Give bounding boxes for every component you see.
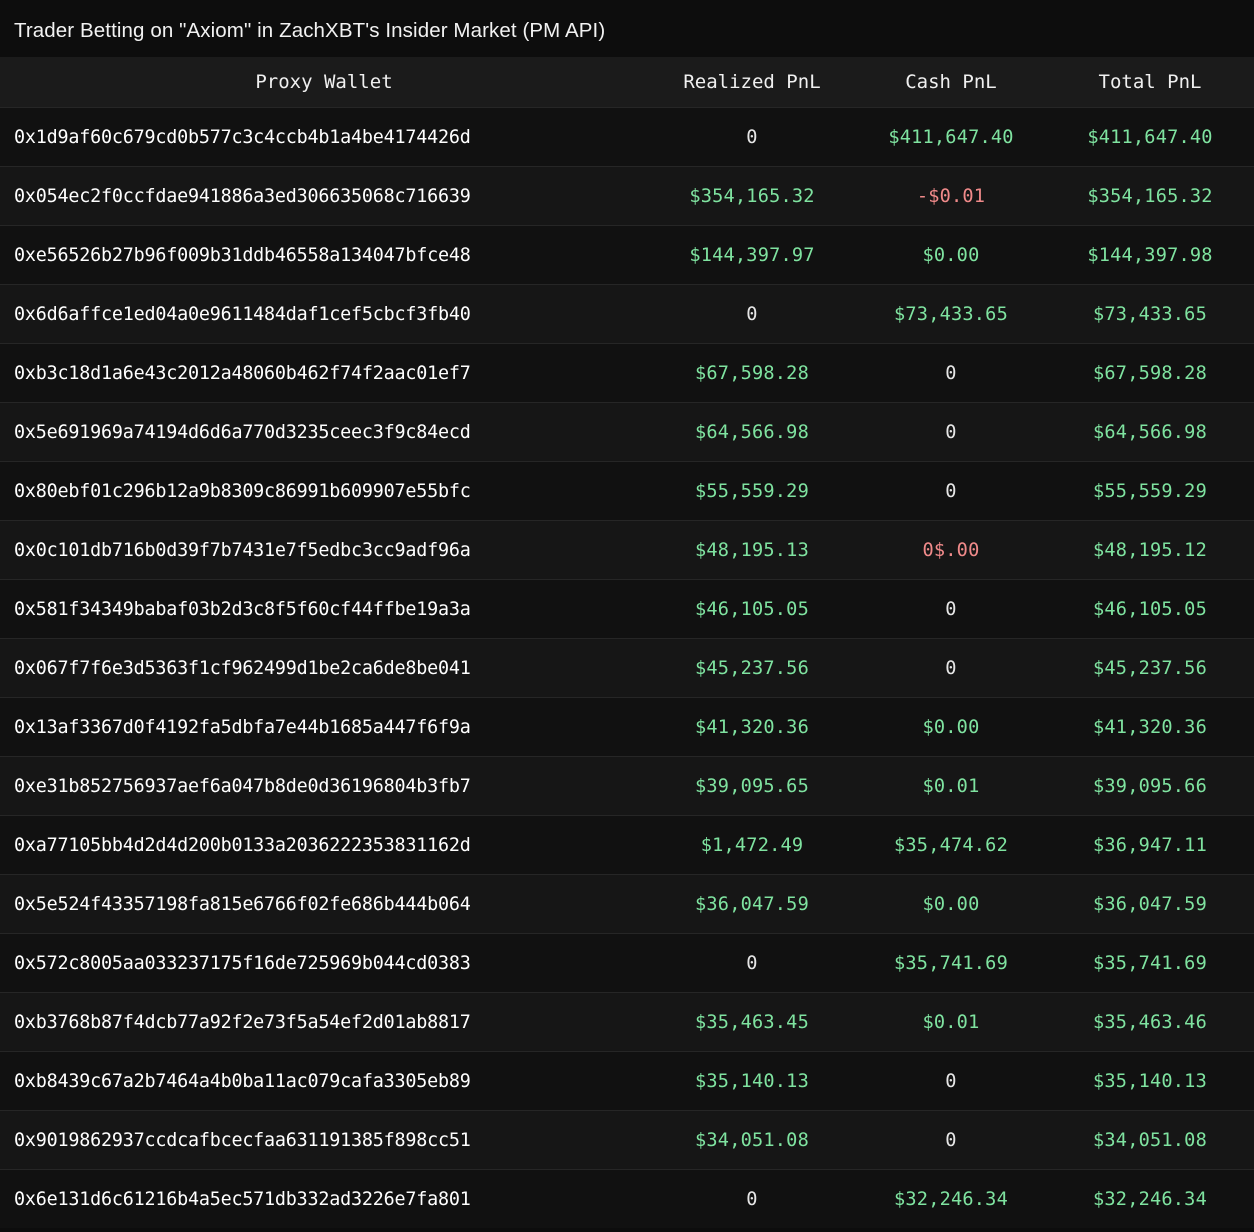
cell-cash-pnl: $411,647.40 bbox=[856, 108, 1046, 167]
cell-proxy-wallet: 0x9019862937ccdcafbcecfaa631191385f898cc51 bbox=[0, 1111, 648, 1170]
cell-total-pnl: $144,397.98 bbox=[1046, 226, 1254, 285]
cell-total-pnl: $354,165.32 bbox=[1046, 167, 1254, 226]
cell-total-pnl: $36,047.59 bbox=[1046, 875, 1254, 934]
cell-proxy-wallet: 0xe31b852756937aef6a047b8de0d36196804b3fb7 bbox=[0, 757, 648, 816]
cell-total-pnl: $39,095.66 bbox=[1046, 757, 1254, 816]
cell-proxy-wallet: 0x6e131d6c61216b4a5ec571db332ad3226e7fa801 bbox=[0, 1170, 648, 1229]
cell-total-pnl: $64,566.98 bbox=[1046, 403, 1254, 462]
cell-cash-pnl: $0.01 bbox=[856, 993, 1046, 1052]
cell-realized-pnl: $46,105.05 bbox=[648, 580, 856, 639]
cell-proxy-wallet: 0xb3c18d1a6e43c2012a48060b462f74f2aac01ef7 bbox=[0, 344, 648, 403]
cell-cash-pnl: 0 bbox=[856, 1111, 1046, 1170]
cell-realized-pnl: $1,472.49 bbox=[648, 816, 856, 875]
cell-realized-pnl: $144,397.97 bbox=[648, 226, 856, 285]
column-header-cash-pnl: Cash PnL bbox=[856, 57, 1046, 108]
cell-realized-pnl: $55,559.29 bbox=[648, 462, 856, 521]
table-row bbox=[0, 521, 1254, 580]
table-row bbox=[0, 1052, 1254, 1111]
pnl-table bbox=[0, 57, 1254, 1228]
table-header-row bbox=[0, 57, 1254, 108]
table-row bbox=[0, 226, 1254, 285]
cell-proxy-wallet: 0x1d9af60c679cd0b577c3c4ccb4b1a4be4174426d bbox=[0, 108, 648, 167]
cell-cash-pnl: 0 bbox=[856, 403, 1046, 462]
cell-total-pnl: $35,140.13 bbox=[1046, 1052, 1254, 1111]
table-row bbox=[0, 757, 1254, 816]
cell-cash-pnl: 0 bbox=[856, 1052, 1046, 1111]
cell-total-pnl: $411,647.40 bbox=[1046, 108, 1254, 167]
table-body bbox=[0, 108, 1254, 1229]
table-row bbox=[0, 1111, 1254, 1170]
table-row bbox=[0, 1170, 1254, 1229]
cell-proxy-wallet: 0x572c8005aa033237175f16de725969b044cd0383 bbox=[0, 934, 648, 993]
cell-cash-pnl: $35,474.62 bbox=[856, 816, 1046, 875]
table-row bbox=[0, 167, 1254, 226]
cell-cash-pnl: $32,246.34 bbox=[856, 1170, 1046, 1229]
cell-total-pnl: $36,947.11 bbox=[1046, 816, 1254, 875]
cell-realized-pnl: 0 bbox=[648, 108, 856, 167]
cell-cash-pnl: $0.00 bbox=[856, 875, 1046, 934]
cell-total-pnl: $35,741.69 bbox=[1046, 934, 1254, 993]
cell-total-pnl: $73,433.65 bbox=[1046, 285, 1254, 344]
cell-realized-pnl: $36,047.59 bbox=[648, 875, 856, 934]
cell-cash-pnl: 0 bbox=[856, 462, 1046, 521]
cell-proxy-wallet: 0xa77105bb4d2d4d200b0133a2036222353831162d bbox=[0, 816, 648, 875]
cell-proxy-wallet: 0x13af3367d0f4192fa5dbfa7e44b1685a447f6f9a bbox=[0, 698, 648, 757]
cell-realized-pnl: $39,095.65 bbox=[648, 757, 856, 816]
cell-total-pnl: $32,246.34 bbox=[1046, 1170, 1254, 1229]
table-row bbox=[0, 285, 1254, 344]
table-row bbox=[0, 403, 1254, 462]
cell-cash-pnl: 0 bbox=[856, 580, 1046, 639]
cell-proxy-wallet: 0x6d6affce1ed04a0e9611484daf1cef5cbcf3fb40 bbox=[0, 285, 648, 344]
cell-proxy-wallet: 0x5e524f43357198fa815e6766f02fe686b444b064 bbox=[0, 875, 648, 934]
cell-total-pnl: $35,463.46 bbox=[1046, 993, 1254, 1052]
cell-realized-pnl: $48,195.13 bbox=[648, 521, 856, 580]
table-row bbox=[0, 934, 1254, 993]
column-header-total-pnl: Total PnL bbox=[1046, 57, 1254, 108]
cell-realized-pnl: $41,320.36 bbox=[648, 698, 856, 757]
cell-proxy-wallet: 0xe56526b27b96f009b31ddb46558a134047bfce48 bbox=[0, 226, 648, 285]
table-header bbox=[0, 57, 1254, 108]
cell-cash-pnl: $0.00 bbox=[856, 698, 1046, 757]
table-row bbox=[0, 580, 1254, 639]
cell-cash-pnl: 0 bbox=[856, 344, 1046, 403]
table-row bbox=[0, 639, 1254, 698]
page-title: Trader Betting on "Axiom" in ZachXBT's Insider Market (PM API) bbox=[14, 19, 606, 42]
cell-realized-pnl: 0 bbox=[648, 1170, 856, 1229]
cell-realized-pnl: $34,051.08 bbox=[648, 1111, 856, 1170]
cell-proxy-wallet: 0x067f7f6e3d5363f1cf962499d1be2ca6de8be041 bbox=[0, 639, 648, 698]
cell-total-pnl: $55,559.29 bbox=[1046, 462, 1254, 521]
table-row bbox=[0, 698, 1254, 757]
cell-proxy-wallet: 0x581f34349babaf03b2d3c8f5f60cf44ffbe19a3a bbox=[0, 580, 648, 639]
cell-cash-pnl: -$0.01 bbox=[856, 167, 1046, 226]
cell-realized-pnl: $35,140.13 bbox=[648, 1052, 856, 1111]
cell-realized-pnl: 0 bbox=[648, 285, 856, 344]
cell-cash-pnl: $35,741.69 bbox=[856, 934, 1046, 993]
cell-realized-pnl: $64,566.98 bbox=[648, 403, 856, 462]
cell-cash-pnl: $73,433.65 bbox=[856, 285, 1046, 344]
cell-total-pnl: $41,320.36 bbox=[1046, 698, 1254, 757]
cell-total-pnl: $67,598.28 bbox=[1046, 344, 1254, 403]
cell-total-pnl: $34,051.08 bbox=[1046, 1111, 1254, 1170]
cell-cash-pnl: 0$.00 bbox=[856, 521, 1046, 580]
table-row bbox=[0, 993, 1254, 1052]
table-row bbox=[0, 344, 1254, 403]
table-row bbox=[0, 816, 1254, 875]
column-header-realized-pnl: Realized PnL bbox=[648, 57, 856, 108]
cell-proxy-wallet: 0x80ebf01c296b12a9b8309c86991b609907e55bfc bbox=[0, 462, 648, 521]
cell-realized-pnl: $45,237.56 bbox=[648, 639, 856, 698]
cell-proxy-wallet: 0xb3768b87f4dcb77a92f2e73f5a54ef2d01ab8817 bbox=[0, 993, 648, 1052]
cell-realized-pnl: $354,165.32 bbox=[648, 167, 856, 226]
table-row bbox=[0, 462, 1254, 521]
cell-realized-pnl: 0 bbox=[648, 934, 856, 993]
cell-cash-pnl: $0.00 bbox=[856, 226, 1046, 285]
cell-total-pnl: $46,105.05 bbox=[1046, 580, 1254, 639]
cell-realized-pnl: $35,463.45 bbox=[648, 993, 856, 1052]
column-header-proxy-wallet: Proxy Wallet bbox=[0, 57, 648, 108]
cell-cash-pnl: 0 bbox=[856, 639, 1046, 698]
table-row bbox=[0, 875, 1254, 934]
cell-cash-pnl: $0.01 bbox=[856, 757, 1046, 816]
cell-proxy-wallet: 0xb8439c67a2b7464a4b0ba11ac079cafa3305eb89 bbox=[0, 1052, 648, 1111]
cell-proxy-wallet: 0x054ec2f0ccfdae941886a3ed306635068c716639 bbox=[0, 167, 648, 226]
cell-total-pnl: $45,237.56 bbox=[1046, 639, 1254, 698]
table-row bbox=[0, 108, 1254, 167]
cell-total-pnl: $48,195.12 bbox=[1046, 521, 1254, 580]
cell-proxy-wallet: 0x5e691969a74194d6d6a770d3235ceec3f9c84ecd bbox=[0, 403, 648, 462]
cell-realized-pnl: $67,598.28 bbox=[648, 344, 856, 403]
cell-proxy-wallet: 0x0c101db716b0d39f7b7431e7f5edbc3cc9adf96a bbox=[0, 521, 648, 580]
